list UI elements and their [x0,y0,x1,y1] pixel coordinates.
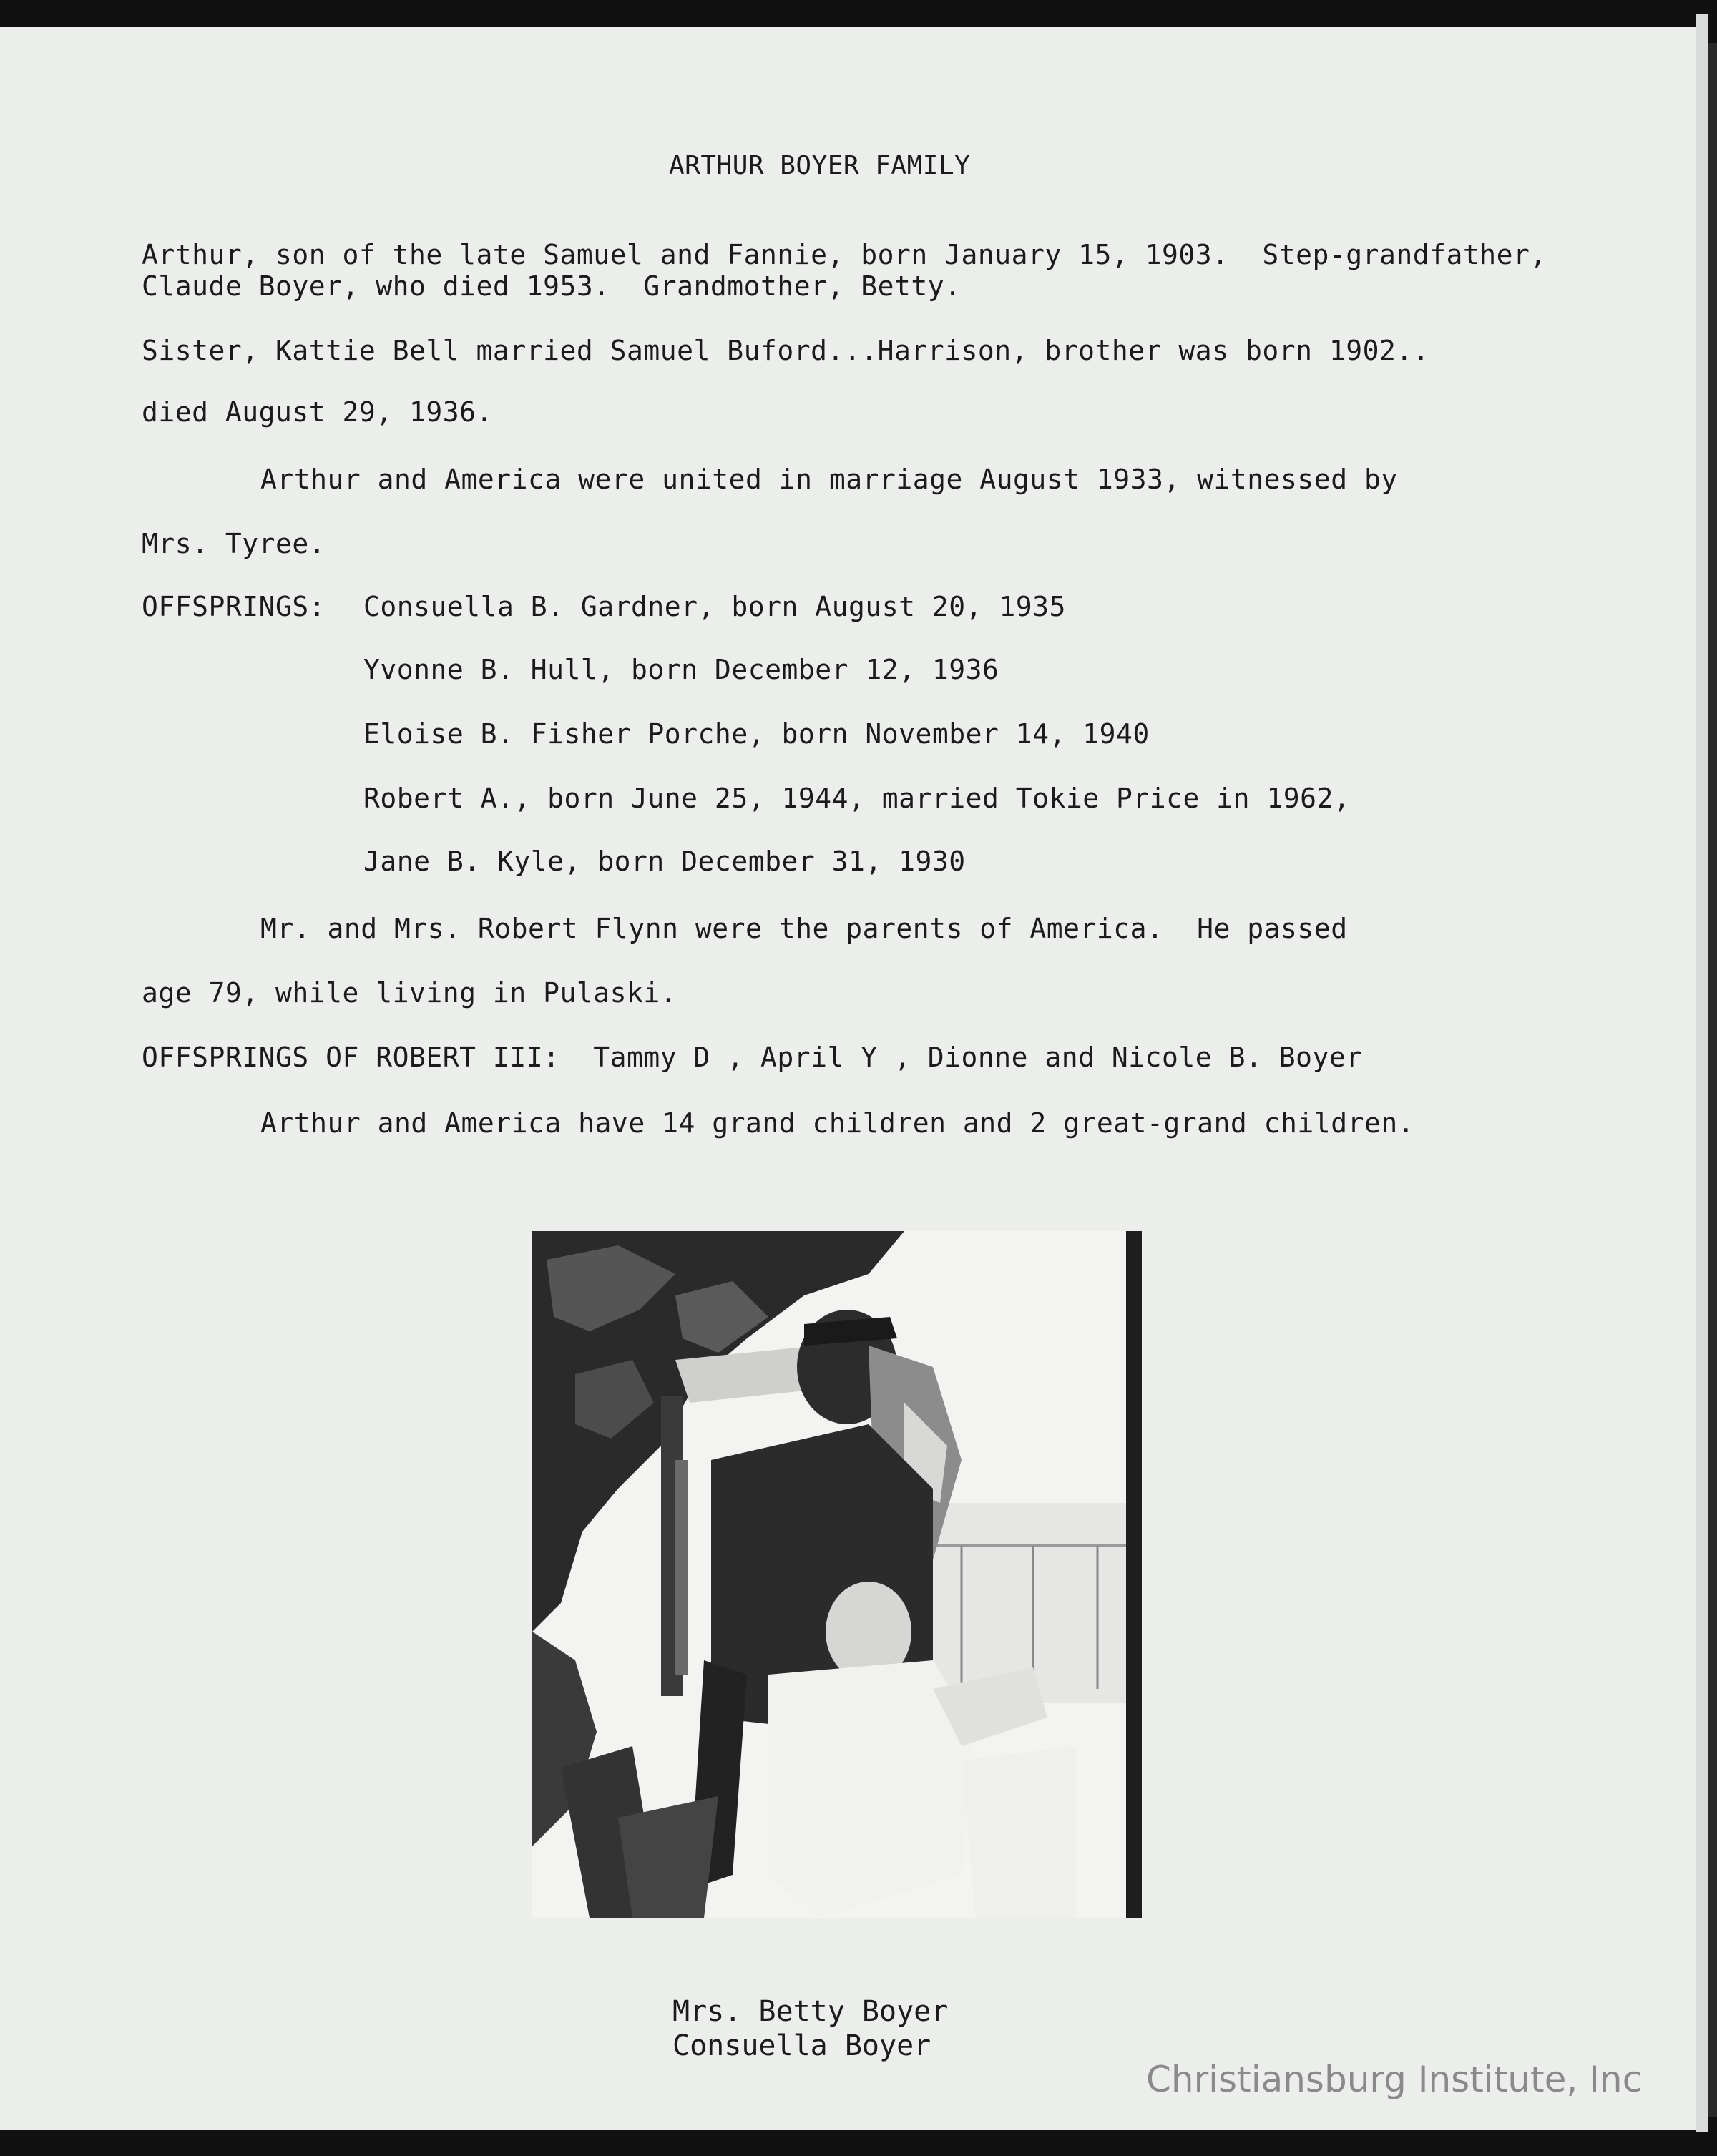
offspring-item: Eloise B. Fisher Porche, born November 14, 1940 [363,718,1150,750]
offsprings-label: OFFSPRINGS: [142,591,326,622]
photo-caption [672,1994,948,2063]
offspring-item: Consuella B. Gardner, born August 20, 1935 [363,591,1066,622]
paragraph-line: Claude Boyer, who died 1953. Grandmother, Betty. [142,270,962,302]
caption-line: Mrs. Betty Boyer [672,1995,949,2028]
document-page [0,27,1696,2130]
document-title: ARTHUR BOYER FAMILY [669,151,971,180]
offsprings-robert: OFFSPRINGS OF ROBERT III: Tammy D , April Y , Dionne and Nicole B. Boyer [142,1042,1363,1073]
underlying-page-edge [1708,43,1717,2117]
offspring-item: Robert A., born June 25, 1944, married Tokie Price in 1962, [363,783,1351,814]
caption-line: Consuella Boyer [672,2029,931,2062]
paragraph-grandchildren: Arthur and America have 14 grand children and 2 great-grand children. [260,1107,1415,1139]
family-photo [532,1231,1142,1918]
paragraph-witness: Mrs. Tyree. [142,528,326,559]
paragraph-sister: Sister, Kattie Bell married Samuel Buford...Harrison, brother was born 1902.. [142,335,1430,366]
paragraph-arthur-birth [142,239,1547,302]
paragraph-parents: Mr. and Mrs. Robert Flynn were the parents of America. He passed [260,913,1348,944]
offspring-item: Yvonne B. Hull, born December 12, 1936 [363,654,999,685]
paragraph-line: Arthur, son of the late Samuel and Fannie, born January 15, 1903. Step-grandfather, [142,239,1547,270]
offspring-item: Jane B. Kyle, born December 31, 1930 [363,846,966,877]
watermark: Christiansburg Institute, Inc [1146,2059,1643,2100]
paragraph-died: died August 29, 1936. [142,396,493,428]
paragraph-marriage: Arthur and America were united in marriage August 1933, witnessed by [260,464,1398,495]
page-edge [1696,14,1708,2132]
paragraph-pulaski: age 79, while living in Pulaski. [142,977,677,1009]
